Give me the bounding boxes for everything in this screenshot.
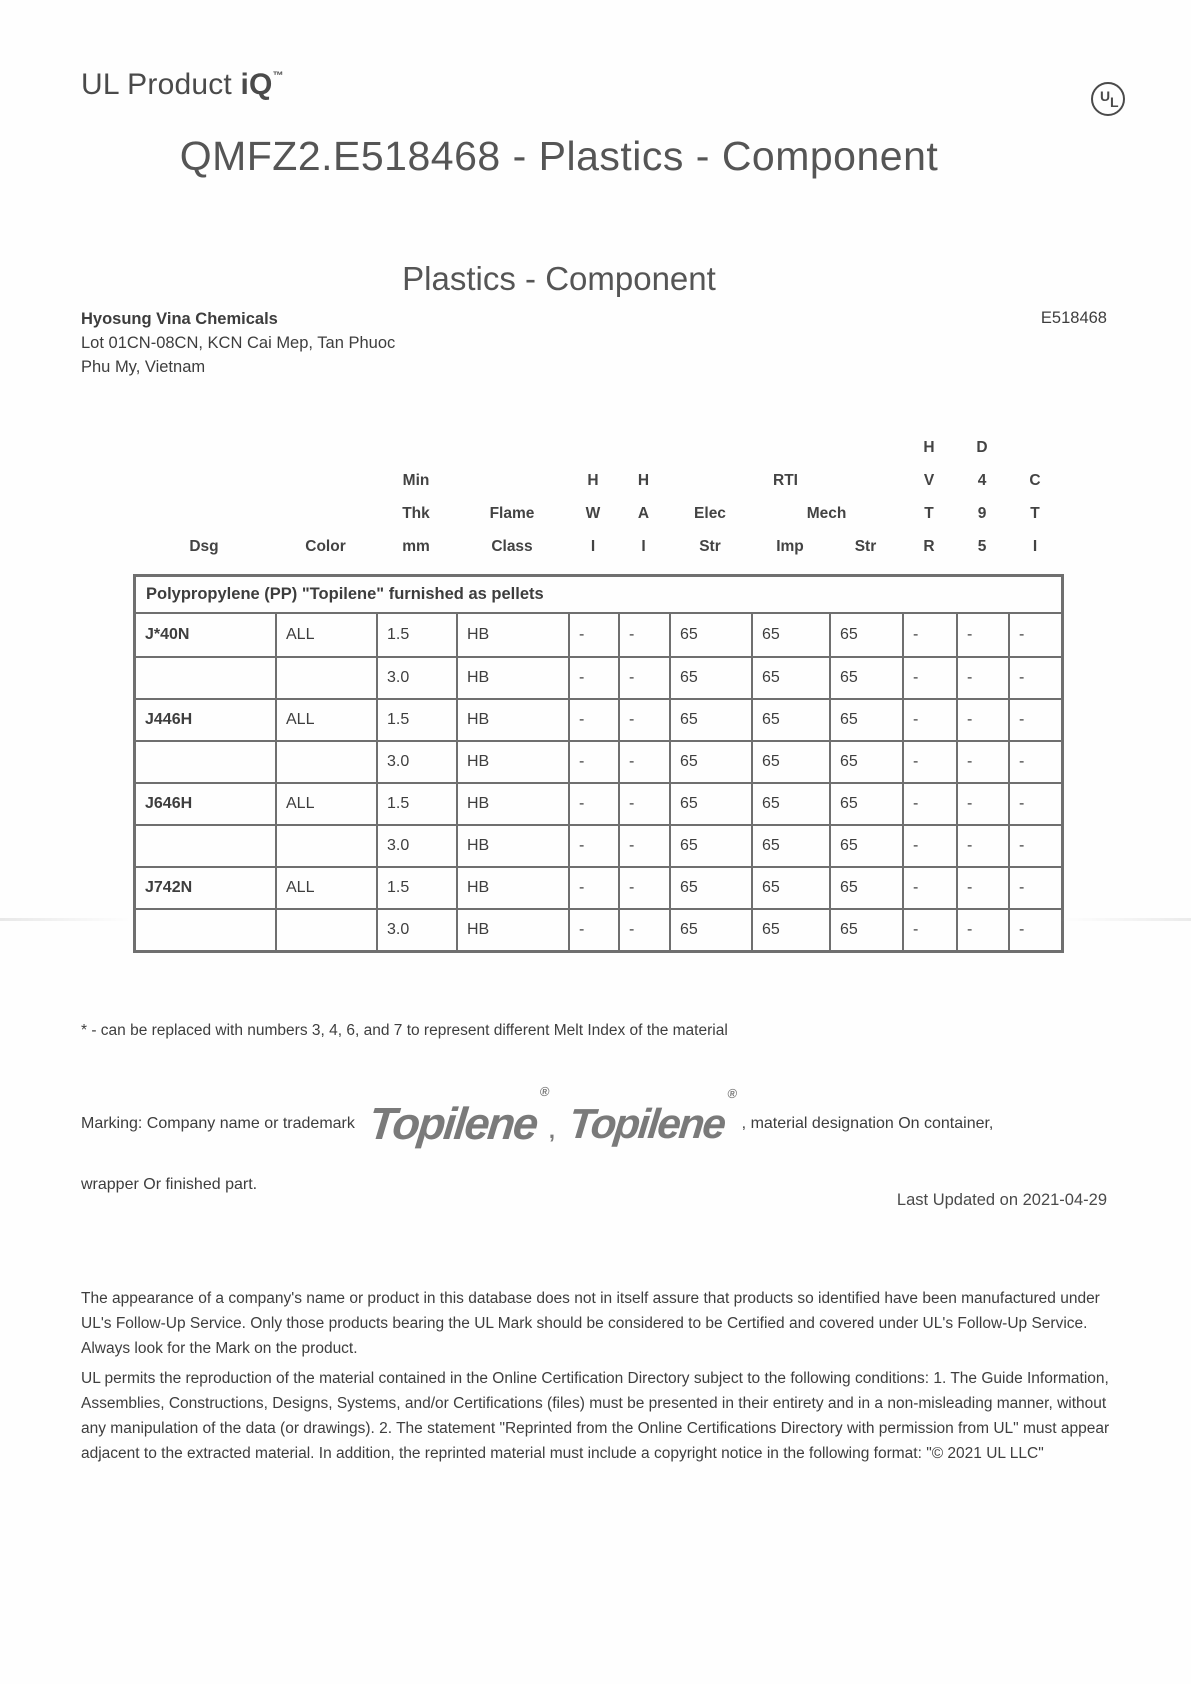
ul-logo-l: L — [1110, 94, 1119, 110]
table-cell: - — [570, 868, 620, 908]
trademark-symbol: ™ — [272, 70, 284, 82]
table-cell: 3.0 — [378, 910, 458, 950]
table-cell: - — [958, 614, 1010, 656]
table-cell: - — [1019, 626, 1025, 643]
table-cell: HB — [458, 614, 570, 656]
table-row — [136, 824, 1061, 866]
table-cell: 65 — [831, 784, 904, 824]
table-cell: - — [570, 700, 620, 740]
table-cell: ALL — [277, 700, 378, 740]
table-cell: - — [570, 742, 620, 782]
table-cell: 1.5 — [378, 868, 458, 908]
company-info — [81, 307, 395, 379]
table-cell: - — [620, 910, 671, 950]
table-cell: 65 — [753, 868, 831, 908]
table-cell: - — [958, 784, 1010, 824]
table-row — [136, 908, 1061, 950]
table-cell: HB — [458, 784, 570, 824]
header-rti-str: Str — [854, 538, 877, 555]
table-cell: - — [904, 910, 958, 950]
company-address-line2: Phu My, Vietnam — [81, 358, 206, 376]
header-elec-str: Str — [699, 538, 721, 555]
ul-logo-icon — [1091, 82, 1125, 116]
table-cell: 65 — [671, 910, 753, 950]
table-cell — [277, 742, 378, 782]
marking-statement — [81, 1084, 1121, 1150]
table-cell: 1.5 — [378, 784, 458, 824]
table-cell: - — [1019, 921, 1025, 938]
table-cell: HB — [458, 868, 570, 908]
table-cell: - — [1019, 837, 1025, 854]
table-cell: HB — [458, 700, 570, 740]
table-cell: - — [620, 658, 671, 698]
table-cell: J*40N — [136, 614, 277, 656]
table-cell: 65 — [831, 910, 904, 950]
table-cell: 3.0 — [378, 658, 458, 698]
table-cell: - — [570, 826, 620, 866]
material-group-header: Polypropylene (PP) "Topilene" furnished as pellets — [136, 577, 1061, 614]
table-cell: 65 — [831, 742, 904, 782]
table-cell: 65 — [753, 614, 831, 656]
table-cell: - — [570, 658, 620, 698]
header-hai: A — [637, 505, 650, 522]
table-cell: - — [958, 742, 1010, 782]
table-cell: - — [958, 658, 1010, 698]
table-cell — [136, 742, 277, 782]
table-cell: J742N — [136, 868, 277, 908]
table-cell: 65 — [753, 658, 831, 698]
table-cell: - — [620, 784, 671, 824]
table-cell: 65 — [831, 614, 904, 656]
table-cell: 65 — [753, 910, 831, 950]
table-cell: 65 — [831, 700, 904, 740]
header-min-thk: Min — [402, 472, 430, 489]
page-title: QMFZ2.E518468 - Plastics - Component — [179, 133, 939, 179]
header-cti: C — [1029, 472, 1041, 489]
company-address-line1: Lot 01CN-08CN, KCN Cai Mep, Tan Phuoc — [81, 334, 396, 352]
header-hwi: W — [585, 505, 601, 522]
header-flame-class: Class — [491, 538, 533, 555]
table-cell: HB — [458, 826, 570, 866]
table-row — [136, 698, 1061, 740]
header-rti-imp: Imp — [776, 538, 804, 555]
header-mech: Mech — [806, 505, 847, 522]
legal-paragraph-1: The appearance of a company's name or product in this database does not in itself assure that products so identified have been manufactured under UL's Follow-Up Service. Only those products bearing the UL Mark should be considered to be Certified and covered under UL's Follow-Up Service. Always look for the Mark on the product. — [81, 1290, 1100, 1357]
table-cell: HB — [458, 658, 570, 698]
table-cell: 3.0 — [378, 826, 458, 866]
registered-symbol: ® — [538, 1084, 551, 1099]
header-d495: 5 — [977, 538, 987, 555]
table-cell: J446H — [136, 700, 277, 740]
header-hvtr: R — [923, 538, 935, 555]
header-hwi: I — [590, 538, 596, 555]
header-flame-class: Flame — [489, 505, 535, 522]
table-cell: - — [904, 614, 958, 656]
table-cell — [136, 826, 277, 866]
topilene-logo: Topilene® — [566, 1086, 738, 1147]
table-cell: ALL — [277, 784, 378, 824]
table-cell: - — [958, 826, 1010, 866]
ul-logo-u: U — [1100, 88, 1111, 104]
legal-paragraph-2: UL permits the reproduction of the material contained in the Online Certification Directory subject to the following conditions: 1. The Guide Information, Assemblies, Constructions, Designs, Systems, and/or Certifications (files) must be presented in their entirety and in a non-misleading manner, without any manipulation of the data (or drawings). 2. The statement "Reprinted from the Online Certifications Directory with permission from UL" must appear adjacent to the extracted material. In addition, the reprinted material must include a copyright notice in the following format: "© 2021 UL LLC" — [81, 1370, 1110, 1462]
table-cell: - — [570, 614, 620, 656]
table-cell: 65 — [831, 868, 904, 908]
table-cell: 65 — [671, 868, 753, 908]
table-cell: - — [904, 658, 958, 698]
table-body — [133, 574, 1064, 953]
header-min-thk: Thk — [402, 505, 430, 522]
logo-separator: , — [548, 1118, 555, 1143]
table-row — [136, 740, 1061, 782]
header-d495: 9 — [977, 505, 987, 522]
header-cti: T — [1030, 505, 1040, 522]
header-hai: H — [637, 472, 650, 489]
table-cell: HB — [458, 910, 570, 950]
table-cell — [136, 658, 277, 698]
header-d495: D — [976, 439, 988, 456]
scan-artifact — [0, 918, 1191, 921]
table-cell — [277, 658, 378, 698]
table-cell: 1.5 — [378, 614, 458, 656]
header-d495: 4 — [977, 472, 987, 489]
table-cell: HB — [458, 742, 570, 782]
table-column-headers — [133, 428, 1064, 560]
table-cell: - — [904, 868, 958, 908]
header-hvtr: V — [923, 472, 935, 489]
table-cell: - — [620, 868, 671, 908]
header-rti: RTI — [773, 472, 798, 489]
table-cell: - — [620, 700, 671, 740]
header-hvtr: H — [923, 439, 935, 456]
header-dsg: Dsg — [189, 538, 219, 555]
table-cell: 65 — [753, 784, 831, 824]
table-cell: - — [958, 910, 1010, 950]
table-cell: 65 — [831, 826, 904, 866]
table-cell: 65 — [671, 784, 753, 824]
marking-suffix: , material designation On container, — [741, 1115, 994, 1132]
table-cell: - — [620, 614, 671, 656]
table-cell: - — [958, 868, 1010, 908]
header-hai: I — [641, 538, 646, 555]
header-color: Color — [305, 538, 346, 555]
table-cell: 65 — [831, 658, 904, 698]
table-cell: - — [904, 742, 958, 782]
table-cell: - — [570, 910, 620, 950]
table-cell: - — [904, 700, 958, 740]
table-row — [136, 782, 1061, 824]
table-cell: - — [958, 700, 1010, 740]
table-cell: 65 — [671, 700, 753, 740]
table-row — [136, 656, 1061, 698]
table-cell: 65 — [753, 826, 831, 866]
table-cell: 1.5 — [378, 700, 458, 740]
header-hvtr: T — [924, 505, 934, 522]
app-title — [81, 68, 284, 102]
file-number: E518468 — [1040, 309, 1107, 327]
table-row — [136, 614, 1061, 656]
table-cell: - — [1019, 711, 1025, 728]
table-cell: - — [904, 784, 958, 824]
table-cell: J646H — [136, 784, 277, 824]
ratings-table — [133, 428, 1064, 953]
table-cell: 65 — [671, 826, 753, 866]
table-cell — [136, 910, 277, 950]
table-rows — [136, 614, 1061, 950]
header-cti: I — [1032, 538, 1038, 555]
table-cell: - — [904, 826, 958, 866]
table-cell: ALL — [277, 868, 378, 908]
registered-symbol: ® — [726, 1086, 738, 1101]
table-row — [136, 866, 1061, 908]
header-min-thk: mm — [402, 538, 430, 555]
table-cell: - — [1019, 879, 1025, 896]
table-cell: - — [620, 826, 671, 866]
table-cell: - — [620, 742, 671, 782]
header-hwi: H — [587, 472, 599, 489]
app-title-iq: iQ — [240, 68, 273, 101]
table-cell — [277, 910, 378, 950]
table-cell: 65 — [753, 742, 831, 782]
table-cell: - — [1019, 753, 1025, 770]
table-cell — [277, 826, 378, 866]
table-cell: 65 — [753, 700, 831, 740]
marking-continuation: wrapper Or finished part. — [81, 1176, 258, 1193]
last-updated: Last Updated on 2021-04-29 — [896, 1191, 1107, 1209]
table-cell: 3.0 — [378, 742, 458, 782]
table-cell: - — [570, 784, 620, 824]
table-cell: 65 — [671, 614, 753, 656]
footnote: * - can be replaced with numbers 3, 4, 6, and 7 to represent different Melt Index of the material — [81, 1022, 728, 1039]
topilene-logo: Topilene® — [366, 1084, 551, 1149]
section-title: Plastics - Component — [402, 260, 716, 297]
table-cell: - — [1019, 669, 1025, 686]
table-cell: - — [1019, 795, 1025, 812]
header-elec-str: Elec — [694, 505, 726, 522]
table-cell: ALL — [277, 614, 378, 656]
app-title-text: UL Product — [81, 68, 232, 101]
marking-prefix: Marking: Company name or trademark — [81, 1115, 355, 1132]
table-cell: 65 — [671, 658, 753, 698]
table-cell: 65 — [671, 742, 753, 782]
company-name: Hyosung Vina Chemicals — [81, 310, 278, 328]
